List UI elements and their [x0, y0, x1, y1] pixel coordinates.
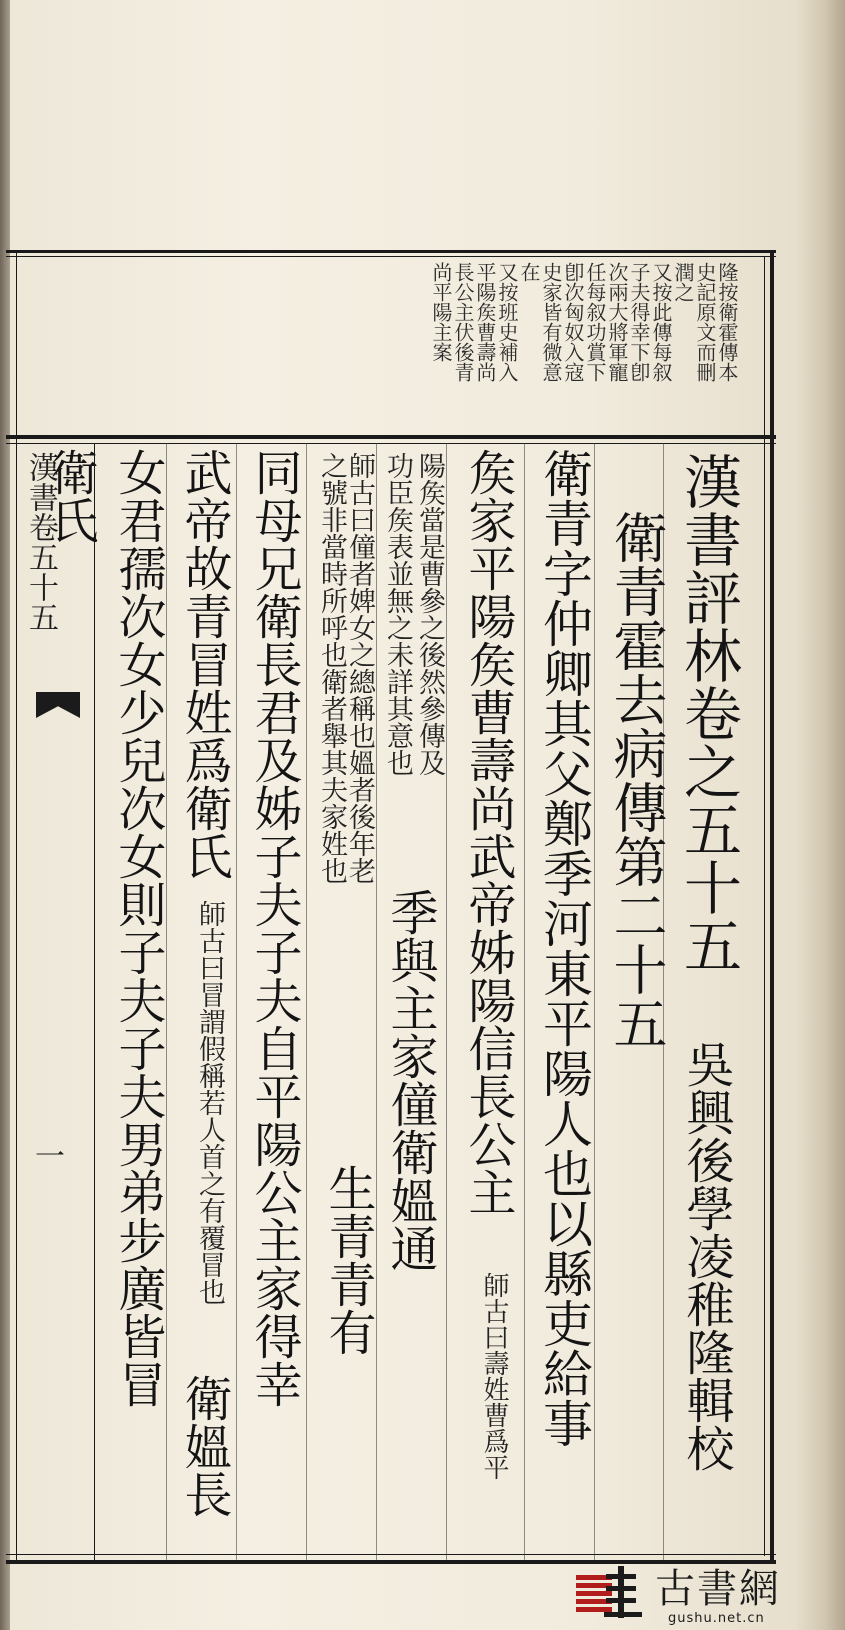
header-divider-rule	[6, 435, 776, 439]
commentary-line: 陽矦當是曹參之後然參傳及	[414, 452, 445, 776]
chapter-heading: 衛青霍去病傳第二十五	[605, 510, 668, 1050]
header-divider-inner-rule	[6, 443, 776, 444]
frame-left-rule	[16, 250, 17, 1560]
frame-right-inner-rule	[764, 256, 765, 1556]
main-text-line: 衛青字仲卿其父鄭季河東平陽人也以縣吏給事	[535, 448, 593, 1448]
frame-top-inner-rule	[6, 256, 776, 257]
header-note-line: 又按班史補入	[495, 262, 519, 382]
header-note-line: 卽次匈奴入寇	[561, 262, 585, 382]
header-note-line: 潤之	[671, 262, 695, 302]
column-divider	[236, 443, 237, 1560]
column-divider	[376, 443, 377, 1560]
main-text-line: 衛媼長	[176, 1374, 232, 1518]
header-note-line: 平陽矦曹壽尚	[473, 262, 497, 382]
column-divider	[594, 443, 595, 1560]
main-text-line: 武帝故青冒姓爲衛氏	[176, 448, 232, 880]
header-note-line: 史家皆有微意	[539, 262, 563, 382]
frame-right-rule	[770, 250, 774, 1564]
frame-bottom-rule	[6, 1560, 776, 1564]
watermark-url: gushu.net.cn	[668, 1611, 765, 1626]
frame-bottom-inner-rule	[6, 1554, 776, 1555]
main-text-line: 生青青有	[320, 1164, 376, 1356]
main-text-line: 季與主家僮衛媼通	[382, 888, 438, 1272]
header-note-line: 次兩大將軍寵	[605, 262, 629, 382]
header-note-line: 又按此傳每叙	[649, 262, 673, 382]
page-edge-shadow	[795, 0, 845, 1630]
column-divider	[446, 443, 447, 1560]
column-divider	[166, 443, 167, 1560]
commentary-line: 師古曰僮者婢女之總稱也媼者後年老	[344, 452, 375, 884]
column-divider	[306, 443, 307, 1560]
book-title: 漢書評林卷之五十五	[674, 452, 742, 974]
spine-title: 漢書卷五十五	[23, 452, 58, 632]
spine-divider-rule	[94, 443, 95, 1560]
frame-top-rule	[6, 250, 776, 253]
header-note-line: 子夫得幸下卽	[627, 262, 651, 382]
main-text-line: 同母兄衛長君及姊子夫子夫自平陽公主家得幸	[246, 448, 302, 1408]
header-note-line: 任每叙功賞下	[583, 262, 607, 382]
commentary-line: 之號非當時所呼也衛者舉其夫家姓也	[316, 452, 347, 884]
spine-page-number: 一	[29, 1140, 64, 1170]
main-text-line: 矦家平陽矦曹壽尚武帝姊陽信長公主	[460, 448, 516, 1216]
binding-edge	[0, 0, 10, 1630]
column-divider	[524, 443, 525, 1560]
header-note-line: 尚平陽主案	[429, 262, 453, 362]
main-text-line: 衛氏	[42, 448, 98, 544]
header-note-line: 史記原文而刪	[693, 262, 717, 382]
header-note-line: 隆按衛霍傳本	[715, 262, 739, 382]
header-note-line: 在	[517, 262, 541, 282]
watermark-logo-icon	[604, 1566, 644, 1618]
watermark-name: 古書網	[655, 1566, 781, 1612]
commentary-line: 師古曰冒謂假稱若人首之有覆冒也	[194, 900, 225, 1305]
commentary-line: 功臣矦表並無之未詳其意也	[382, 452, 413, 776]
commentary-line: 師古曰壽姓曹爲平	[479, 1272, 509, 1480]
header-note-line: 長公主伏後青	[451, 262, 475, 382]
editor-credit: 吳興後學凌稚隆輯校	[678, 1040, 734, 1472]
main-text-line: 女君孺次女少兒次女則子夫子夫男弟步廣皆冒	[110, 448, 166, 1408]
